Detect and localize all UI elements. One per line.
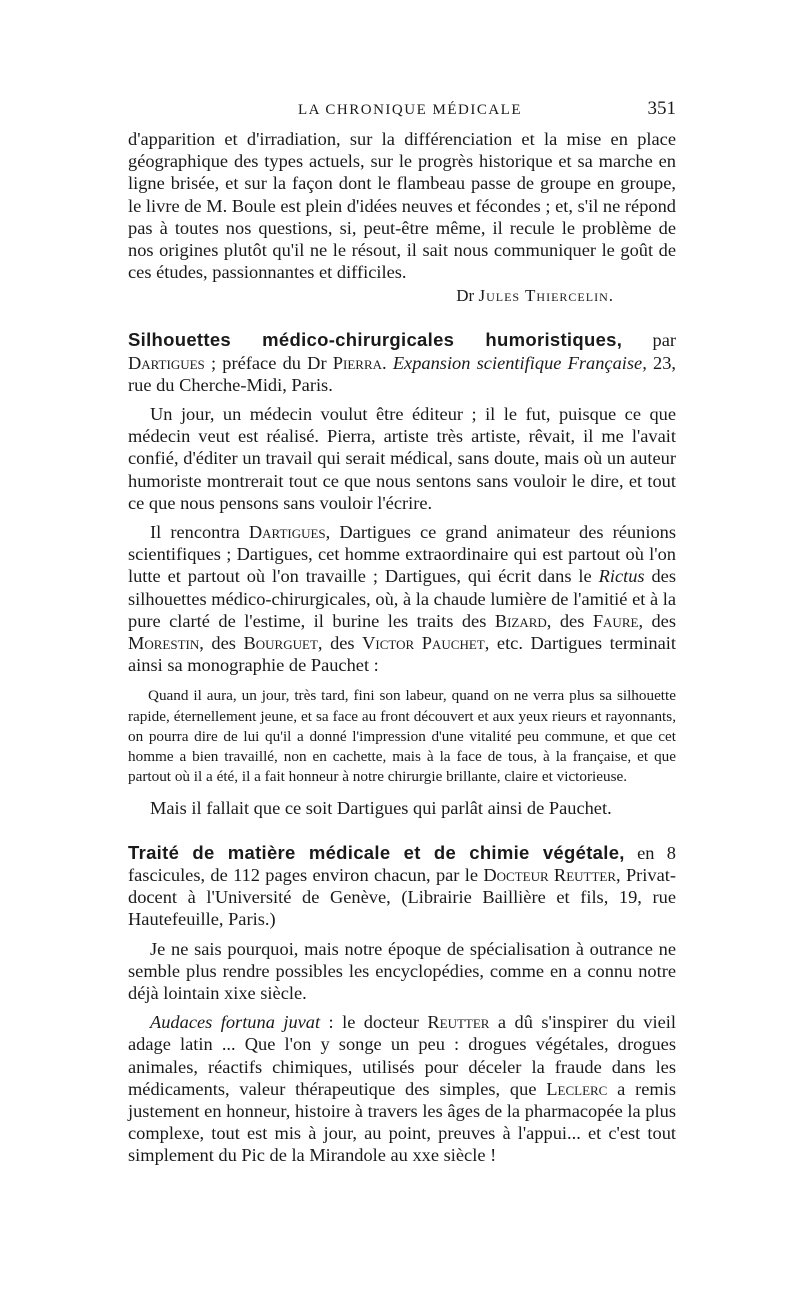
paragraph: Un jour, un médecin voulut être éditeur ; il le fut, puisque ce que médecin veut est réalisé. Pierra, artiste très artiste, rêvait, il me l'avait confié, d'éditer un travail qui serait médical, sans doute, mais où un auteur humoriste montrerait tout ce que nous sentons sans vouloir le dire, et tout ce que nous pensons sans vouloir l'écrire. xyxy=(128,404,676,513)
entry-author: Docteur Reutter xyxy=(483,864,617,885)
review-continuation: d'apparition et d'irradiation, sur la différenciation et la mise en place géographique des types actuels, sur le progrès historique et sa marche en ligne brisée, et sur la façon dont le flambeau passe de groupe en groupe, le livre de M. Boule est plein d'idées neuves et fécondes ; et, s'il ne répond pas à toutes nos questions, si, peut-être même, il recule le problème de nos origines plutôt qu'il ne le résout, il sait nous communiquer le goût de ces études, passionnantes et difficiles. xyxy=(128,129,676,283)
paragraph xyxy=(128,521,676,676)
entry-by: par xyxy=(652,330,676,351)
person-name: Bizard xyxy=(494,610,547,631)
entry-silhouettes xyxy=(128,329,676,396)
text-run: : le docteur xyxy=(328,1012,419,1033)
review-signature xyxy=(128,285,676,307)
text-run: a dû s'inspirer du vieil adage latin ... Que l'on y songe un peu : drogues végétales, drogues animales, réactifs chimiques, utilisés pour déceler la fraude dans les médicaments, valeur thérapeutique des simples, que xyxy=(128,1012,676,1099)
text-run: Il rencontra xyxy=(150,522,240,543)
entry-author: Dartigues xyxy=(128,352,205,373)
block-quote: Quand il aura, un jour, très tard, fini son labeur, quand on ne verra plus sa silhouette rapide, éternellement jeune, et sa face au front découvert et aux yeux rieurs et rayonnants, on pourra dire de lui qu'il a donné l'impression d'une vitalité peu commune, et que cet homme a bien travaillé, non en cachette, mais à la face de tous, à la française, et que partout où il a été, il a fait honneur à notre chirurgie brillante, claire et victorieuse. xyxy=(128,687,676,786)
running-title: LA CHRONIQUE MÉDICALE xyxy=(298,102,522,118)
signature-prefix: Dr xyxy=(456,286,475,306)
paragraph xyxy=(128,1011,676,1166)
paragraph: Mais il fallait que ce soit Dartigues qui parlât ainsi de Pauchet. xyxy=(150,798,612,819)
person-name: Leclerc xyxy=(546,1078,608,1099)
person-name: Dartigues xyxy=(248,522,326,543)
text-run: des silhouettes médico-chirurgicales, où, à la chaude lumière de l'amitié et à la pure clarté de l'estime, il burine les traits des xyxy=(128,566,676,631)
entry-details: en 8 fascicules, de 112 pages environ chacun, par le xyxy=(128,842,676,885)
entry-prefacer: Pierra. xyxy=(332,352,387,373)
text-run: , des xyxy=(638,610,676,631)
page-body xyxy=(128,128,676,1167)
entry-details: , Privat-docent à l'Université de Genève, (Librairie Baillière et fils, 19, rue Hautefeuille, Paris.) xyxy=(128,864,676,930)
paragraph: Je ne sais pourquoi, mais notre époque de spécialisation à outrance ne semble plus rendre possibles les encyclopédies, comme en a connu notre déjà lointain xixe siècle. xyxy=(128,938,676,1003)
text-run: , des xyxy=(317,633,355,654)
person-name: Reutter xyxy=(427,1012,490,1033)
person-name: Morestin xyxy=(128,633,200,654)
text-run: , des xyxy=(546,610,585,631)
entry-preface: ; préface du Dr xyxy=(210,352,327,373)
person-name: Victor Pauchet xyxy=(362,633,485,654)
entry-address: 23, rue du Cherche-Midi, Paris. xyxy=(128,352,676,395)
signature-name: Jules Thiercelin. xyxy=(478,286,614,306)
text-run: , etc. Dartigues terminait ainsi sa monographie de Pauchet : xyxy=(128,633,676,676)
text-run: , Dartigues ce grand animateur des réunions scientifiques ; Dartigues, cet homme extraordinaire qui est partout où l'on lutte et partout où l'on travaille ; Dartigues, qui écrit dans le xyxy=(128,522,676,587)
text-run: , des xyxy=(199,633,236,654)
entry-title: Traité de matière médicale et de chimie végétale, xyxy=(128,841,625,863)
text-run: a remis justement en honneur, histoire à travers les âges de la pharmacopée la plus complexe, tout est mis à jour, au point, preuves à l'appui... et c'est tout simplement du Pic de la Mirandole au xxe siècle ! xyxy=(128,1078,676,1166)
person-name: Bourguet xyxy=(243,633,318,654)
journal-title: Rictus xyxy=(598,566,645,587)
person-name: Faure xyxy=(592,610,639,631)
entry-traite xyxy=(128,842,676,931)
page-number: 351 xyxy=(647,98,676,119)
latin-motto: Audaces fortuna juvat xyxy=(150,1012,321,1033)
entry-publisher: Expansion scientifique Française, xyxy=(392,352,647,373)
entry-title: Silhouettes médico-chirurgicales humoristiques, xyxy=(128,329,623,351)
